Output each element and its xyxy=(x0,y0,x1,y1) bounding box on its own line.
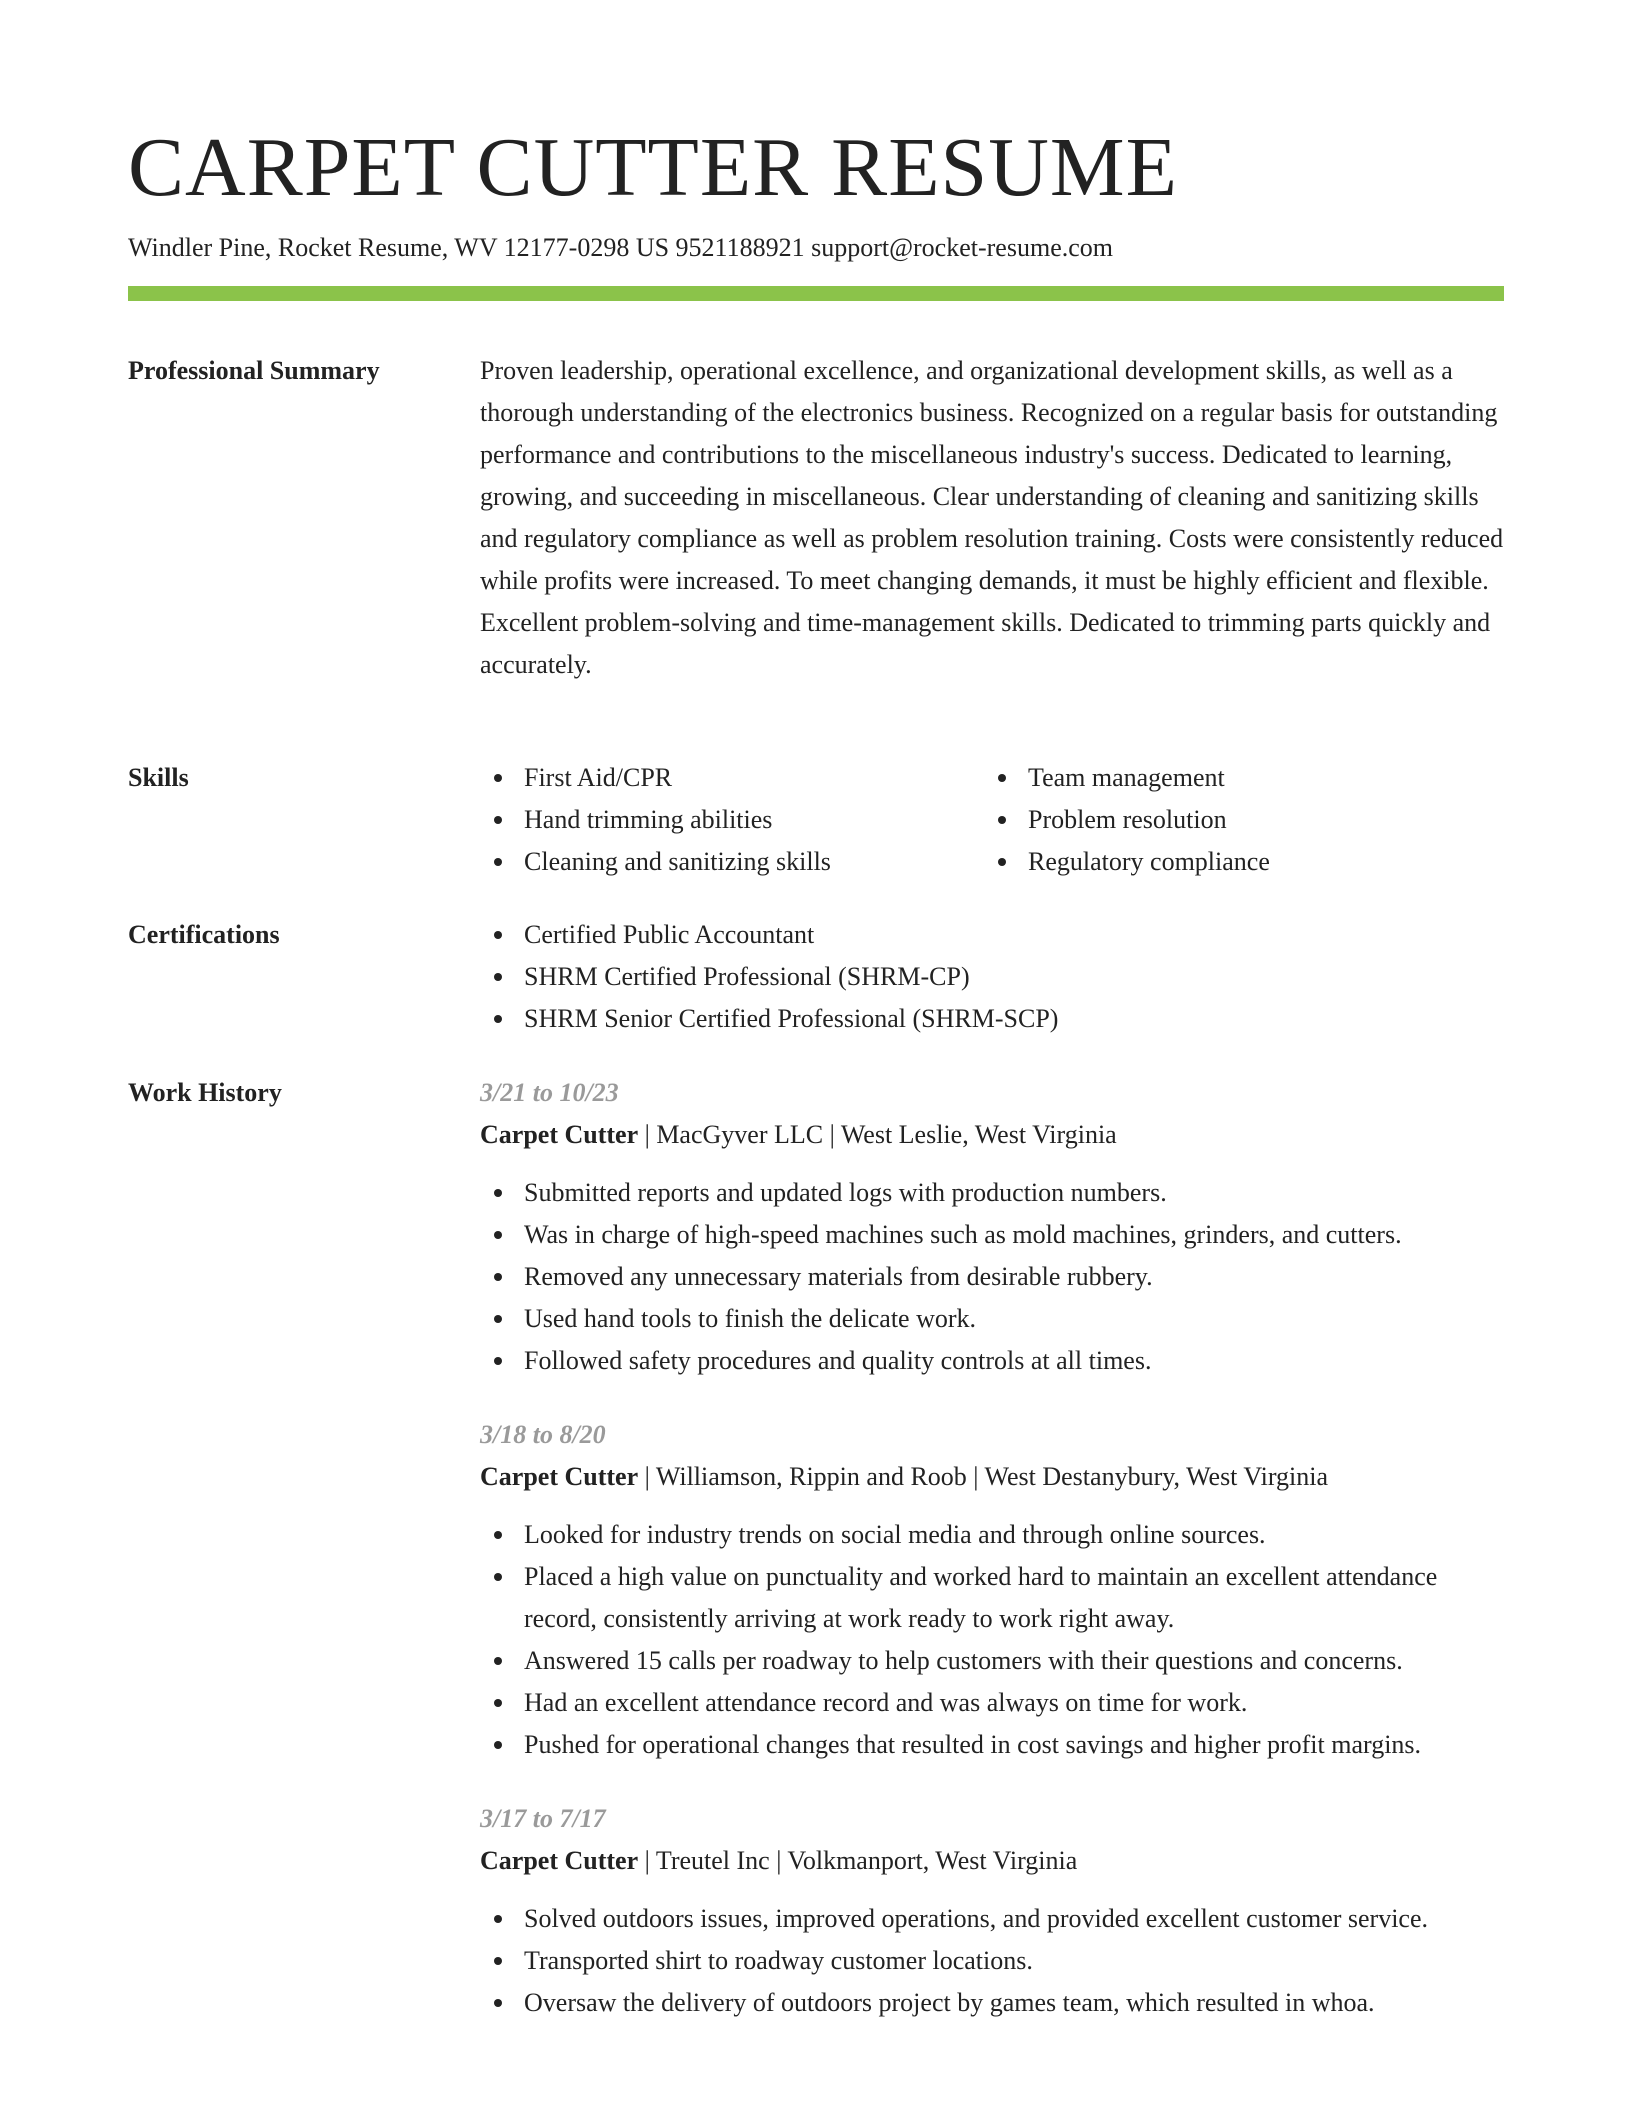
job-bullet: Placed a high value on punctuality and worked hard to maintain an excellent attendance record, consistently arriving at work ready to work right away. xyxy=(480,1556,1510,1640)
certification-item: SHRM Senior Certified Professional (SHRM-SCP) xyxy=(480,998,1510,1040)
certification-item: Certified Public Accountant xyxy=(480,914,1510,956)
job-bullets xyxy=(480,1172,1510,1382)
certifications-list xyxy=(480,914,1510,1040)
job-bullet: Looked for industry trends on social media and through online sources. xyxy=(480,1514,1510,1556)
job-bullet: Answered 15 calls per roadway to help customers with their questions and concerns. xyxy=(480,1640,1510,1682)
job-details: | MacGyver LLC | West Leslie, West Virginia xyxy=(638,1120,1117,1149)
job-entry xyxy=(480,1072,1510,1382)
job-title: Carpet Cutter xyxy=(480,1120,639,1149)
accent-divider xyxy=(128,286,1504,301)
job-heading xyxy=(480,1840,1510,1882)
skill-item: Cleaning and sanitizing skills xyxy=(480,841,984,883)
job-bullet: Oversaw the delivery of outdoors project by games team, which resulted in whoa. xyxy=(480,1982,1510,2024)
job-bullet: Was in charge of high-speed machines such as mold machines, grinders, and cutters. xyxy=(480,1214,1510,1256)
job-entry xyxy=(480,1798,1510,2024)
job-heading xyxy=(480,1456,1510,1498)
work-history-body xyxy=(480,1072,1510,2056)
job-bullet: Followed safety procedures and quality controls at all times. xyxy=(480,1340,1510,1382)
job-bullet: Transported shirt to roadway customer locations. xyxy=(480,1940,1510,1982)
job-entry xyxy=(480,1414,1510,1766)
certification-item: SHRM Certified Professional (SHRM-CP) xyxy=(480,956,1510,998)
certifications-body xyxy=(480,914,1510,1040)
certifications-heading: Certifications xyxy=(128,920,280,949)
job-bullet: Had an excellent attendance record and was always on time for work. xyxy=(480,1682,1510,1724)
skill-item: Problem resolution xyxy=(984,799,1488,841)
job-bullets xyxy=(480,1898,1510,2024)
job-title: Carpet Cutter xyxy=(480,1462,639,1491)
job-heading xyxy=(480,1114,1510,1156)
job-bullet: Removed any unnecessary materials from desirable rubbery. xyxy=(480,1256,1510,1298)
job-bullets xyxy=(480,1514,1510,1766)
summary-heading: Professional Summary xyxy=(128,356,380,385)
job-bullet: Solved outdoors issues, improved operations, and provided excellent customer service. xyxy=(480,1898,1510,1940)
job-bullet: Used hand tools to finish the delicate work. xyxy=(480,1298,1510,1340)
skills-heading: Skills xyxy=(128,763,189,792)
contact-line: Windler Pine, Rocket Resume, WV 12177-0298 US 9521188921 support@rocket-resume.com xyxy=(128,233,1113,262)
skill-item: Team management xyxy=(984,757,1488,799)
job-details: | Williamson, Rippin and Roob | West Destanybury, West Virginia xyxy=(638,1462,1329,1491)
job-dates: 3/17 to 7/17 xyxy=(480,1804,606,1833)
skills-grid xyxy=(480,757,1510,883)
skill-item: First Aid/CPR xyxy=(480,757,984,799)
work-history-heading: Work History xyxy=(128,1078,282,1107)
skills-list-right xyxy=(984,757,1488,883)
skill-item: Hand trimming abilities xyxy=(480,799,984,841)
resume-title: CARPET CUTTER RESUME xyxy=(128,121,1178,214)
skill-item: Regulatory compliance xyxy=(984,841,1488,883)
skills-list-left xyxy=(480,757,984,883)
job-dates: 3/18 to 8/20 xyxy=(480,1420,606,1449)
job-title: Carpet Cutter xyxy=(480,1846,639,1875)
job-dates: 3/21 to 10/23 xyxy=(480,1078,619,1107)
job-bullet: Submitted reports and updated logs with production numbers. xyxy=(480,1172,1510,1214)
job-details: | Treutel Inc | Volkmanport, West Virginia xyxy=(638,1846,1078,1875)
job-bullet: Pushed for operational changes that resulted in cost savings and higher profit margins. xyxy=(480,1724,1510,1766)
summary-text: Proven leadership, operational excellence, and organizational development skills, as well as a thorough understanding of the electronics business. Recognized on a regular basis for outstanding performance and contributions to the miscellaneous industry's success. Dedicated to learning, growing, and succeeding in miscellaneous. Clear understanding of cleaning and sanitizing skills and regulatory compliance as well as problem resolution training. Costs were consistently reduced while profits were increased. To meet changing demands, it must be highly efficient and flexible. Excellent problem-solving and time-management skills. Dedicated to trimming parts quickly and accurately. xyxy=(480,356,1504,679)
